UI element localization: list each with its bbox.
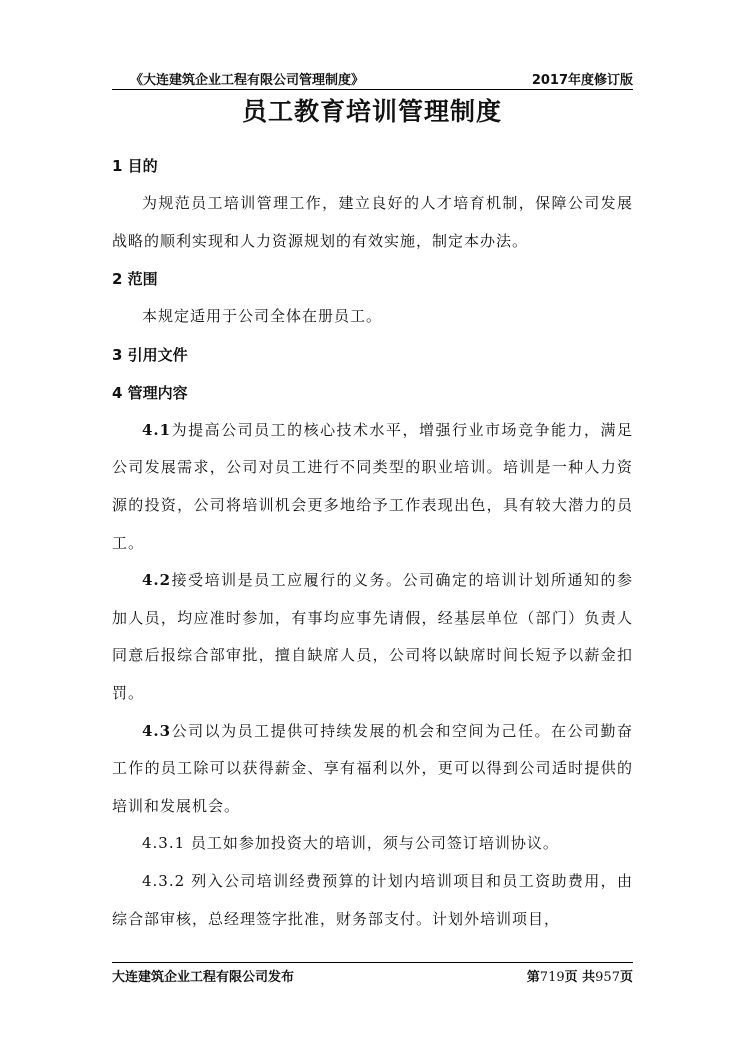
section-heading-content: 4 管理内容 — [112, 383, 188, 402]
page-total: 957 — [595, 970, 620, 985]
clause-number-4-1: 4.1 — [142, 420, 172, 439]
page-footer — [112, 962, 633, 983]
paragraph-4-3-1: 4.3.1 员工如参加投资大的培训，须与公司签订培训协议。 — [142, 834, 559, 853]
section-heading-references: 3 引用文件 — [112, 345, 188, 364]
paragraph-4-3 — [112, 713, 633, 826]
section-heading-purpose: 1 目的 — [112, 157, 158, 175]
header-version: 2017年度修订版 — [531, 73, 633, 88]
header-document-name: 《大连建筑企业工程有限公司管理制度》 — [130, 73, 365, 88]
paragraph-4-2 — [112, 562, 633, 712]
paragraph-purpose: 为规范员工培训管理工作，建立良好的人才培育机制，保障公司发展战略的顺利实现和人力资源规划的有效实施，制定本办法。 — [112, 194, 633, 250]
document-title: 员工教育培训管理制度 — [241, 97, 502, 126]
footer-page-number — [527, 966, 633, 985]
page-suffix: 页 — [619, 970, 633, 985]
clause-text-4-3: 公司以为员工提供可持续发展的机会和空间为己任。在公司勤奋工作的员工除可以获得薪金、享有福利以外，更可以得到公司适时提供的培训和发展机会。 — [112, 721, 633, 815]
paragraph-scope: 本规定适用于公司全体在册员工。 — [142, 307, 383, 326]
clause-number-4-3: 4.3 — [142, 721, 172, 740]
section-heading-scope: 2 范围 — [112, 270, 158, 289]
clause-text-4-1: 为提高公司员工的核心技术水平，增强行业市场竞争能力，满足公司发展需求，公司对员工进行不同类型的职业培训。培训是一种人力资源的投资，公司将培训机会更多地给予工作表现出色，具有较大潜力的员工。 — [112, 420, 633, 552]
page-prefix: 第 — [526, 970, 540, 985]
footer-publisher: 大连建筑企业工程有限公司发布 — [112, 970, 295, 985]
paragraph-4-1 — [112, 412, 633, 562]
document-body — [112, 147, 633, 938]
page-current: 719 — [539, 970, 565, 985]
paragraph-4-3-2: 4.3.2 列入公司培训经费预算的计划内培训项目和员工资助费用，由综合部审核，总经理签字批准，财务部支付。计划外培训项目， — [112, 871, 633, 928]
page-mid: 页 共 — [564, 970, 596, 985]
clause-number-4-2: 4.2 — [142, 571, 172, 590]
clause-text-4-2: 接受培训是员工应履行的义务。公司确定的培训计划所通知的参加人员，均应准时参加，有事均应事先请假，经基层单位（部门）负责人同意后报综合部审批，擅自缺席人员，公司将以缺席时间长短予以薪金扣罚。 — [112, 571, 633, 702]
page-header — [112, 67, 633, 90]
